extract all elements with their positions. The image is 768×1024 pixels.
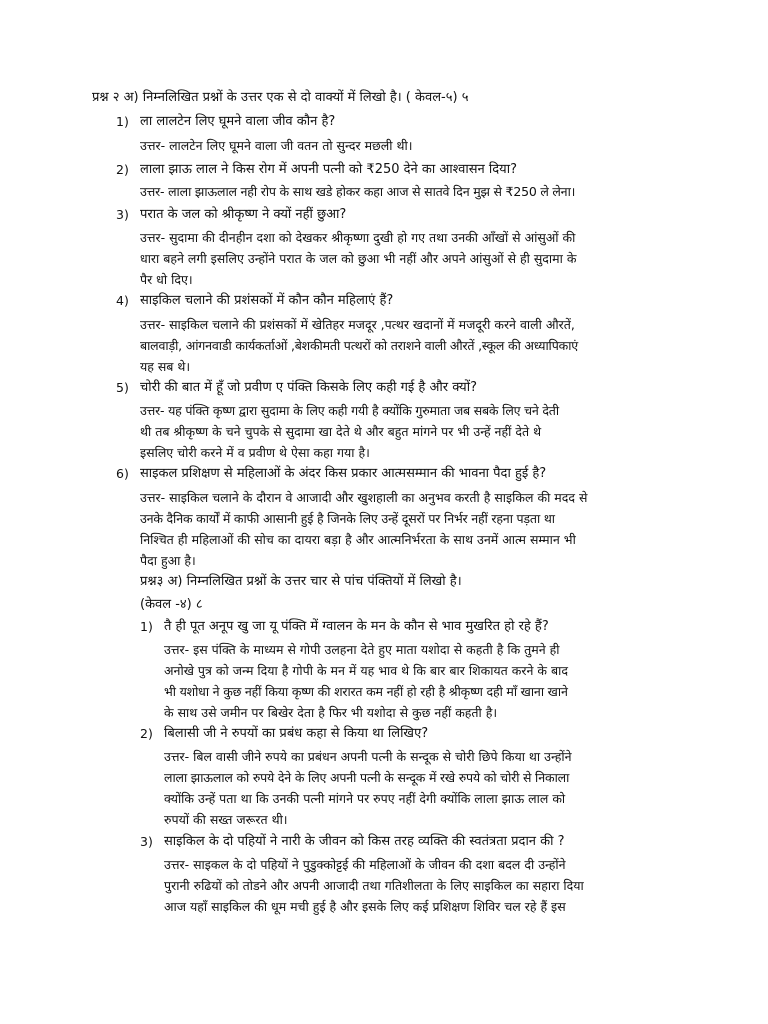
question-number: 4)	[116, 293, 129, 308]
question-number: 2)	[140, 726, 153, 741]
question-text: तै ही पूत अनूप खु जा यू पंक्ति में ग्वालन के मन के कौन से भाव मुखरित हो रहे हैं?	[164, 619, 549, 634]
answer-line: निश्चित ही महिलाओं की सोच का दायरा बड़ा है और आत्मनिर्भरता के साथ उनमें आत्म सम्मान भी	[140, 532, 576, 547]
answer-line: पैदा हुआ है।	[140, 553, 196, 568]
answer-line: उत्तर- साइकिल चलाने के दौरान वे आजादी और खुशहाली का अनुभव करती है साइकिल की मदद से	[140, 490, 588, 505]
answer-line: उत्तर- यह पंक्ति कृष्ण द्वारा सुदामा के लिए कही गयी है क्योंकि गुरुमाता जब सबके लिए चने देती	[140, 403, 559, 418]
question-text: चोरी की बात में हूँ जो प्रवीण ए पंक्ति किसके लिए कही गई है और क्यों?	[140, 380, 477, 395]
question-number: 3)	[116, 207, 129, 222]
question-text: बिलासी जी ने रुपयों का प्रबंध कहा से किया था लिखिए?	[164, 726, 429, 741]
answer-line: इसलिए चोरी करने में व प्रवीण थे ऐसा कहा गया है।	[140, 445, 370, 460]
answer-line: लाला झाऊलाल को रुपये देने के लिए अपनी पत्नी के सन्दूक में रखे रुपये को चोरी से निकाला	[164, 770, 570, 785]
answer-line: उत्तर- सुदामा की दीनहीन दशा को देखकर श्रीकृष्णा दुखी हो गए तथा उनकी आँखों से आंसुओं की	[140, 230, 576, 245]
answer-line: आज यहाँ साइकिल की धूम मची हुई है और इसके लिए कई प्रशिक्षण शिविर चल रहे हैं इस	[164, 899, 566, 914]
question-number: 5)	[116, 380, 129, 395]
answer-line: बालवाड़ी, आंगनवाडी कार्यकर्ताओं ,बेशकीमती पत्थरों को तराशने वाली औरतें ,स्कूल की अध्यापिकाएं	[140, 338, 579, 353]
section-a-header: प्रश्न २ अ) निम्नलिखित प्रश्नों के उत्तर एक से दो वाक्यों में लिखो है। ( केवल-५) ५	[92, 90, 469, 105]
question-number: 1)	[116, 114, 129, 129]
answer-line: पैर धो दिए।	[140, 272, 193, 287]
answer-line: उत्तर- लालटेन लिए घूमने वाला जी वतन तो सुन्दर मछली थी।	[140, 138, 413, 153]
answer-line: पुरानी रुढियों को तोडने और अपनी आजादी तथा गतिशीलता के लिए साइकिल का सहारा दिया	[164, 878, 584, 893]
question-number: 2)	[116, 162, 129, 177]
section-b-header: प्रश्न३ अ) निम्नलिखित प्रश्नों के उत्तर चार से पांच पंक्तियों में लिखो है।	[140, 574, 462, 589]
answer-line: भी यशोधा ने कुछ नहीं किया कृष्ण की शरारत कम नहीं हो रही है श्रीकृष्ण दही माँ खाना खाने	[164, 684, 568, 699]
question-text: साइकिल के दो पहियों ने नारी के जीवन को किस तरह व्यक्ति की स्वतंत्रता प्रदान की ?	[164, 834, 565, 849]
question-text: परात के जल को श्रीकृष्ण ने क्यों नहीं छुआ?	[140, 207, 347, 222]
answer-line: उत्तर- बिल वासी जीने रुपये का प्रबंधन अपनी पत्नी के सन्दूक से चोरी छिपे किया था उन्होंने	[164, 749, 572, 764]
question-text: साइकल प्रशिक्षण से महिलाओं के अंदर किस प्रकार आत्मसम्मान की भावना पैदा हुई है?	[140, 466, 547, 481]
answer-line: अनोखे पुत्र को जन्म दिया है गोपी के मन में यह भाव थे कि बार बार शिकायत करने के बाद	[164, 663, 568, 678]
answer-line: यह सब थे।	[140, 359, 191, 374]
answer-line: धारा बहने लगी इसलिए उन्होंने परात के जल को छुआ भी नहीं और अपने आंसुओं से ही सुदामा के	[140, 251, 577, 266]
answer-line: उत्तर- इस पंक्ति के माध्यम से गोपी उलहना देते हुए माता यशोदा से कहती है कि तुमने ही	[164, 642, 560, 657]
answer-line: उत्तर- साइकिल चलाने की प्रशंसकों में खेतिहर मजदूर ,पत्थर खदानों में मजदूरी करने वाली औरतें,	[140, 317, 575, 332]
question-text: लाला झाऊ लाल ने किस रोग में अपनी पत्नी को ₹250 देने का आश्वासन दिया?	[140, 162, 517, 177]
answer-line: रुपयों की सख्त जरूरत थी।	[164, 812, 288, 827]
question-number: 6)	[116, 466, 129, 481]
question-text: ला लालटेन लिए घूमने वाला जीव कौन है?	[140, 114, 336, 129]
answer-line: उत्तर- साइकल के दो पहियों ने पुडुक्कोट्टई की महिलाओं के जीवन की दशा बदल दी उन्होंने	[164, 857, 566, 872]
section-b-marks: (केवल -४) ८	[140, 597, 203, 612]
answer-line: के साथ उसे जमीन पर बिखेर देता है फिर भी यशोदा से कुछ नहीं कहती है।	[164, 705, 498, 720]
answer-line: थी तब श्रीकृष्ण के चने चुपके से सुदामा खा देते थे और बहुत मांगने पर भी उन्हें नहीं देते थे	[140, 424, 542, 439]
answer-line: उनके दैनिक कार्यों में काफी आसानी हुई है जिनके लिए उन्हें दूसरों पर निर्भर नहीं रहना पड़ता था	[140, 511, 555, 526]
answer-line: उत्तर- लाला झाऊलाल नही रोप के साथ खडे होकर कहा आज से सातवे दिन मुझ से ₹250 ले लेना।	[140, 184, 576, 199]
question-number: 1)	[140, 619, 153, 634]
question-number: 3)	[140, 834, 153, 849]
answer-line: क्योंकि उन्हें पता था कि उनकी पत्नी मांगने पर रुपए नहीं देगी क्योंकि लाला झाऊ लाल को	[164, 791, 566, 806]
question-text: साइकिल चलाने की प्रशंसकों में कौन कौन महिलाएं हैं?	[140, 293, 394, 308]
